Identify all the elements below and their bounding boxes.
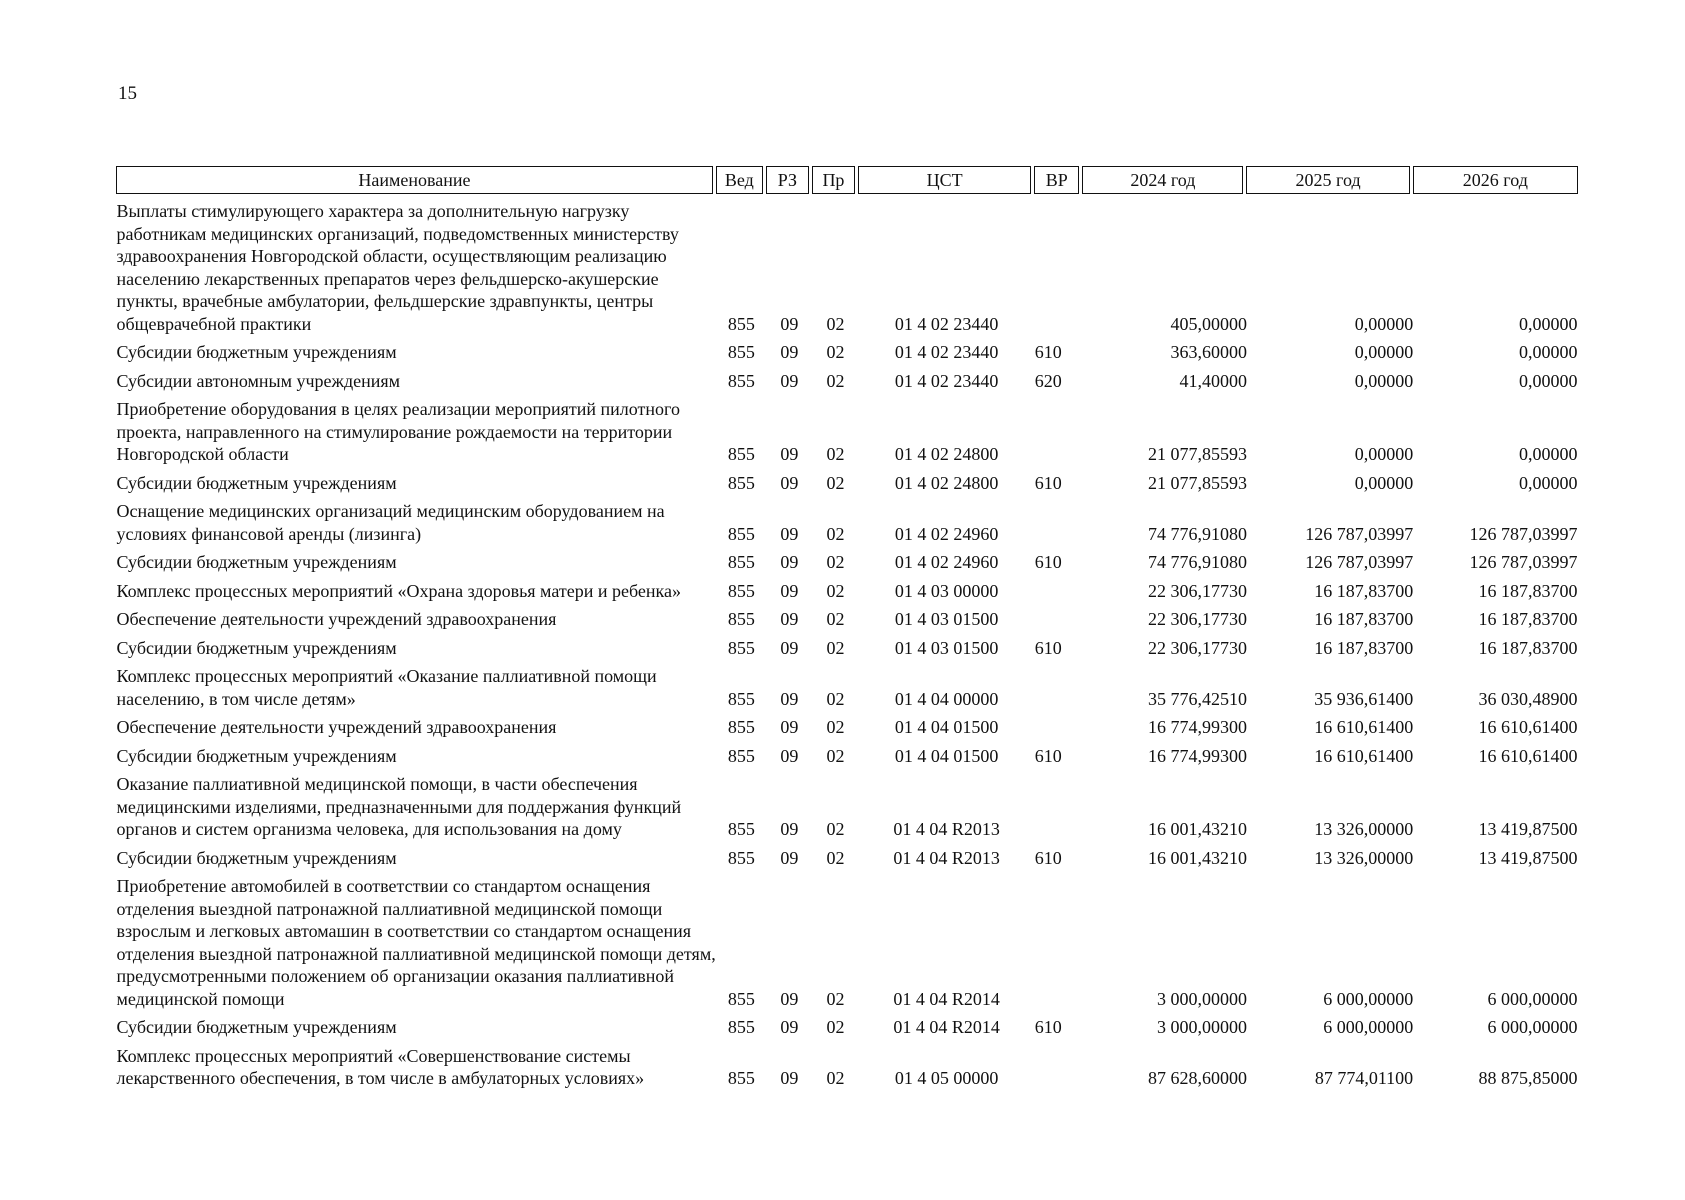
cell-vr: 610: [1034, 552, 1062, 572]
cell-vr: 610: [1034, 637, 1062, 658]
cell-year-2024: 21 077,85593: [1147, 472, 1247, 493]
cell-year-2024: 16 001,43210: [1147, 847, 1247, 868]
table-row: [117, 466, 1578, 495]
cell-cst: 01 4 02 23440: [894, 370, 999, 391]
cell-cst: 01 4 04 R2014: [893, 1017, 1000, 1037]
cell-year-2024: 74 776,91080: [1147, 552, 1247, 572]
cell-cst: 01 4 04 01500: [894, 717, 999, 737]
cell-cst: 01 4 05 00000: [894, 1068, 999, 1088]
cell-ved: 855: [727, 552, 755, 572]
cell-name: Субсидии бюджетным учреждениям: [116, 745, 397, 766]
cell-pr: 02: [826, 988, 845, 1009]
cell-cst: 01 4 04 01500: [894, 745, 999, 766]
cell-rz: 09: [780, 745, 799, 766]
cell-name: Субсидии бюджетным учреждениям: [116, 1017, 397, 1037]
cell-rz: 09: [780, 1017, 799, 1037]
cell-year-2024: 87 628,60000: [1147, 1068, 1247, 1088]
cell-name: Комплекс процессных мероприятий «Совершенствование системы лекарственного обеспечения, в том числе в амбулаторных условиях»: [116, 1045, 645, 1088]
table-row: [117, 841, 1578, 870]
cell-ved: 855: [727, 342, 755, 362]
cell-cst: 01 4 02 23440: [894, 342, 999, 362]
cell-rz: 09: [780, 637, 799, 658]
cell-year-2026: 6 000,00000: [1487, 988, 1578, 1009]
cell-rz: 09: [780, 552, 799, 572]
cell-ved: 855: [727, 988, 755, 1009]
table-row: [117, 574, 1578, 603]
budget-table: [116, 166, 1578, 1090]
cell-vr: [1035, 574, 1083, 603]
cell-year-2025: 0,00000: [1354, 342, 1414, 362]
cell-name: Субсидии бюджетным учреждениям: [116, 552, 397, 572]
cell-vr: [1035, 494, 1083, 545]
cell-name: Обеспечение деятельности учреждений здравоохранения: [116, 717, 557, 737]
cell-pr: 02: [826, 1017, 845, 1037]
cell-rz: 09: [780, 444, 799, 464]
cell-year-2024: 22 306,17730: [1147, 609, 1247, 629]
cell-cst: 01 4 02 24800: [894, 444, 999, 464]
cell-vr: [1035, 710, 1083, 739]
cell-vr: [1035, 869, 1083, 1010]
cell-rz: 09: [780, 1068, 799, 1088]
cell-year-2026: 16 187,83700: [1478, 637, 1578, 658]
cell-vr: [1035, 1039, 1083, 1090]
cell-year-2026: 16 187,83700: [1478, 609, 1578, 629]
cell-year-2024: 35 776,42510: [1147, 688, 1247, 709]
cell-rz: 09: [780, 523, 799, 544]
cell-year-2024: 363,60000: [1170, 342, 1247, 362]
cell-year-2026: 126 787,03997: [1469, 552, 1578, 572]
header-2026: 2026 год: [1413, 167, 1577, 194]
cell-year-2026: 13 419,87500: [1478, 819, 1578, 839]
cell-year-2025: 0,00000: [1354, 444, 1414, 464]
cell-pr: 02: [826, 717, 845, 737]
cell-name: Субсидии бюджетным учреждениям: [116, 847, 397, 868]
cell-vr: [1035, 767, 1083, 841]
cell-year-2026: 16 187,83700: [1478, 580, 1578, 601]
cell-name: Субсидии бюджетным учреждениям: [116, 637, 397, 658]
table-row: [117, 767, 1578, 841]
cell-rz: 09: [780, 717, 799, 737]
cell-name: Субсидии автономным учреждениям: [116, 370, 401, 391]
cell-year-2025: 0,00000: [1354, 370, 1414, 391]
cell-rz: 09: [780, 472, 799, 493]
header-ved: Вед: [716, 167, 762, 194]
cell-rz: 09: [780, 342, 799, 362]
cell-ved: 855: [727, 847, 755, 868]
cell-year-2025: 126 787,03997: [1305, 552, 1414, 572]
header-2025: 2025 год: [1247, 167, 1409, 194]
cell-pr: 02: [826, 847, 845, 868]
header-rz: РЗ: [766, 167, 808, 194]
table-row: [117, 631, 1578, 660]
cell-year-2026: 16 610,61400: [1478, 745, 1578, 766]
cell-ved: 855: [727, 370, 755, 391]
cell-rz: 09: [780, 988, 799, 1009]
cell-pr: 02: [826, 1068, 845, 1088]
cell-pr: 02: [826, 523, 845, 544]
cell-ved: 855: [727, 313, 755, 334]
cell-year-2024: 405,00000: [1170, 313, 1247, 334]
cell-cst: 01 4 02 24960: [894, 552, 999, 572]
cell-ved: 855: [727, 580, 755, 601]
cell-year-2025: 13 326,00000: [1314, 819, 1414, 839]
table-row: [117, 710, 1578, 739]
cell-year-2026: 0,00000: [1519, 313, 1578, 334]
cell-cst: 01 4 04 R2013: [893, 819, 1000, 839]
cell-year-2025: 16 610,61400: [1314, 745, 1414, 766]
cell-cst: 01 4 04 00000: [894, 688, 999, 709]
cell-pr: 02: [826, 370, 845, 391]
cell-rz: 09: [780, 609, 799, 629]
cell-year-2024: 3 000,00000: [1156, 1017, 1247, 1037]
cell-vr: 610: [1034, 342, 1062, 362]
cell-year-2024: 22 306,17730: [1147, 580, 1247, 601]
cell-ved: 855: [727, 609, 755, 629]
table-row: [117, 1039, 1578, 1090]
cell-name: Субсидии бюджетным учреждениям: [116, 472, 397, 493]
table-row: [117, 494, 1578, 545]
cell-year-2024: 41,40000: [1179, 370, 1247, 391]
cell-rz: 09: [780, 819, 799, 839]
cell-rz: 09: [780, 313, 799, 334]
cell-pr: 02: [826, 688, 845, 709]
cell-vr: 610: [1034, 745, 1062, 766]
table-header: [117, 167, 1578, 194]
cell-year-2024: 3 000,00000: [1156, 988, 1247, 1009]
cell-vr: [1035, 659, 1083, 710]
cell-name: Приобретение автомобилей в соответствии со стандартом оснащения отделения выездной патронажной паллиативной медицинской помощи взрослым и легковых автомашин в соответствии со стандартом оснащения отделения выездной патронажной паллиативной медицинской помощи детям, предусмотренными положением об организации оказания паллиативной медицинской помощи: [116, 876, 716, 1009]
header-2024: 2024 год: [1083, 167, 1243, 194]
cell-pr: 02: [826, 637, 845, 658]
cell-year-2026: 88 875,85000: [1478, 1068, 1578, 1088]
cell-year-2025: 6 000,00000: [1323, 1017, 1414, 1037]
cell-year-2024: 21 077,85593: [1147, 444, 1247, 464]
cell-year-2026: 16 610,61400: [1478, 717, 1578, 737]
cell-year-2025: 16 187,83700: [1314, 580, 1414, 601]
cell-year-2025: 16 187,83700: [1314, 637, 1414, 658]
cell-pr: 02: [826, 342, 845, 362]
cell-vr: 610: [1034, 1017, 1062, 1037]
cell-rz: 09: [780, 847, 799, 868]
cell-cst: 01 4 02 23440: [894, 313, 999, 334]
cell-rz: 09: [780, 580, 799, 601]
table-row: [117, 392, 1578, 466]
cell-ved: 855: [727, 688, 755, 709]
cell-ved: 855: [727, 523, 755, 544]
cell-year-2024: 16 001,43210: [1147, 819, 1247, 839]
cell-vr: [1035, 602, 1083, 631]
cell-name: Комплекс процессных мероприятий «Оказание паллиативной помощи населению, в том числе детям»: [116, 666, 657, 709]
cell-cst: 01 4 02 24800: [894, 472, 999, 493]
table-body: [117, 194, 1578, 1090]
cell-year-2026: 126 787,03997: [1469, 523, 1578, 544]
cell-year-2025: 35 936,61400: [1314, 688, 1414, 709]
table-row: [117, 364, 1578, 393]
cell-rz: 09: [780, 370, 799, 391]
page-number: 15: [118, 83, 137, 104]
cell-year-2024: 74 776,91080: [1147, 523, 1247, 544]
cell-cst: 01 4 04 R2013: [893, 847, 1000, 868]
table-row: [117, 739, 1578, 768]
cell-name: Приобретение оборудования в целях реализации мероприятий пилотного проекта, направленного на стимулирование рождаемости на территории Новгородской области: [116, 399, 680, 464]
cell-year-2026: 0,00000: [1519, 444, 1578, 464]
cell-vr: 610: [1034, 847, 1062, 868]
header-vr: ВР: [1035, 167, 1079, 194]
cell-name: Комплекс процессных мероприятий «Охрана здоровья матери и ребенка»: [116, 580, 681, 601]
cell-ved: 855: [727, 637, 755, 658]
cell-cst: 01 4 03 01500: [894, 609, 999, 629]
cell-vr: 620: [1034, 370, 1062, 391]
cell-name: Обеспечение деятельности учреждений здравоохранения: [116, 609, 557, 629]
cell-cst: 01 4 03 00000: [894, 580, 999, 601]
cell-cst: 01 4 02 24960: [894, 523, 999, 544]
table-row: [117, 602, 1578, 631]
cell-year-2024: 22 306,17730: [1147, 637, 1247, 658]
cell-name: Выплаты стимулирующего характера за дополнительную нагрузку работникам медицинских организаций, подведомственных министерству здравоохранения Новгородской области, осуществляющим реализацию населению лекарственных препаратов через фельдшерско-акушерские пункты, врачебные амбулатории, фельдшерские здравпункты, центры общеврачебной практики: [116, 201, 679, 334]
cell-year-2026: 0,00000: [1519, 370, 1578, 391]
cell-year-2026: 36 030,48900: [1478, 688, 1578, 709]
cell-ved: 855: [727, 472, 755, 493]
cell-year-2026: 0,00000: [1519, 472, 1578, 493]
header-name: Наименование: [117, 167, 713, 194]
cell-ved: 855: [727, 1017, 755, 1037]
cell-year-2025: 87 774,01100: [1314, 1068, 1414, 1088]
cell-pr: 02: [826, 745, 845, 766]
header-pr: Пр: [812, 167, 854, 194]
cell-year-2026: 0,00000: [1519, 342, 1578, 362]
cell-ved: 855: [727, 717, 755, 737]
table-row: [117, 659, 1578, 710]
table-row: [117, 1010, 1578, 1039]
cell-pr: 02: [826, 609, 845, 629]
cell-ved: 855: [727, 1068, 755, 1088]
cell-pr: 02: [826, 313, 845, 334]
table-row: [117, 335, 1578, 364]
cell-vr: 610: [1034, 472, 1062, 493]
cell-year-2024: 16 774,99300: [1147, 717, 1247, 737]
table-row: [117, 545, 1578, 574]
cell-year-2024: 16 774,99300: [1147, 745, 1247, 766]
cell-pr: 02: [826, 472, 845, 493]
cell-pr: 02: [826, 819, 845, 839]
cell-name: Оказание паллиативной медицинской помощи, в части обеспечения медицинскими изделиями, предназначенными для поддержания функций органов и систем организма человека, для использования на дому: [116, 774, 682, 839]
cell-year-2025: 126 787,03997: [1305, 523, 1414, 544]
cell-pr: 02: [826, 444, 845, 464]
cell-year-2026: 6 000,00000: [1487, 1017, 1578, 1037]
cell-year-2025: 13 326,00000: [1314, 847, 1414, 868]
table-row: [117, 869, 1578, 1010]
cell-ved: 855: [727, 819, 755, 839]
cell-rz: 09: [780, 688, 799, 709]
cell-name: Оснащение медицинских организаций медицинским оборудованием на условиях финансовой аренды (лизинга): [116, 501, 665, 544]
cell-vr: [1035, 194, 1083, 336]
cell-year-2025: 16 610,61400: [1314, 717, 1414, 737]
cell-pr: 02: [826, 552, 845, 572]
header-cst: ЦСТ: [858, 167, 1030, 194]
cell-name: Субсидии бюджетным учреждениям: [116, 342, 397, 362]
cell-cst: 01 4 03 01500: [894, 637, 999, 658]
cell-year-2026: 13 419,87500: [1478, 847, 1578, 868]
cell-vr: [1035, 392, 1083, 466]
cell-year-2025: 6 000,00000: [1323, 988, 1414, 1009]
cell-ved: 855: [727, 745, 755, 766]
cell-pr: 02: [826, 580, 845, 601]
cell-year-2025: 0,00000: [1354, 313, 1414, 334]
cell-year-2025: 0,00000: [1354, 472, 1414, 493]
table-row: [117, 194, 1578, 336]
cell-year-2025: 16 187,83700: [1314, 609, 1414, 629]
cell-ved: 855: [727, 444, 755, 464]
cell-cst: 01 4 04 R2014: [893, 988, 1000, 1009]
